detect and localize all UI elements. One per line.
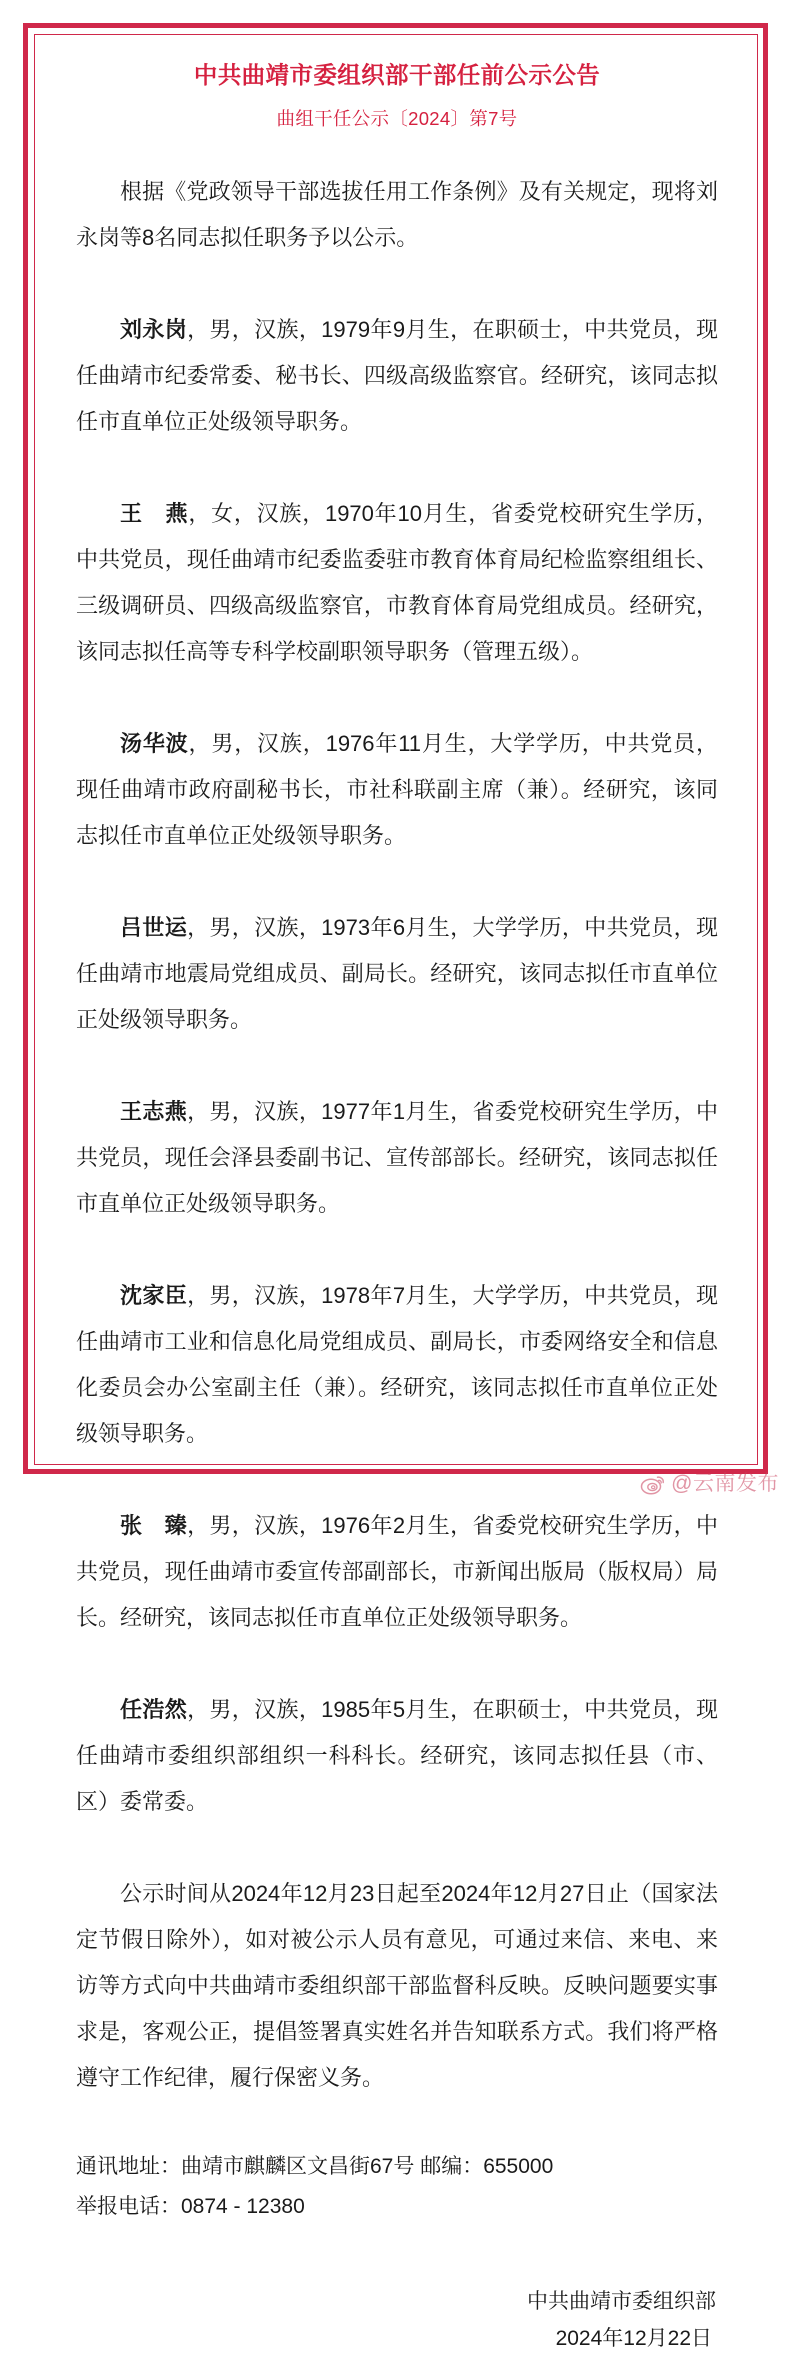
- person-details-5: ，男，汉族，1977年1月生，省委党校研究生学历，中共党员，现任会泽县委副书记、宣传部部长。经研究，该同志拟任市直单位正处级领导职务。: [76, 1099, 718, 1216]
- contact-address: 通讯地址：曲靖市麒麟区文昌街67号 邮编：655000: [76, 2155, 554, 2178]
- person-name-2-first: 王: [120, 501, 143, 526]
- person-entry-3: [76, 721, 718, 859]
- announcement-document: [76, 34, 718, 2357]
- person-name-7: [120, 1513, 187, 1538]
- person-entry-6: [76, 1273, 718, 1457]
- person-name-2: [120, 501, 188, 526]
- page-title: 中共曲靖市委组织部干部任前公示公告: [193, 62, 601, 88]
- person-entry-2: [76, 491, 718, 675]
- person-details-2: ，女，汉族，1970年10月生，省委党校研究生学历，中共党员，现任曲靖市纪委监委驻市教育体育局纪检监察组组长、三级调研员、四级高级监察官，市教育体育局党组成员。经研究，该同志拟任高等专科学校副职领导职务（管理五级）。: [76, 501, 718, 664]
- signature-block: [76, 2283, 718, 2357]
- person-details-4: ，男，汉族，1973年6月生，大学学历，中共党员，现任曲靖市地震局党组成员、副局长。经研究，该同志拟任市直单位正处级领导职务。: [76, 915, 718, 1032]
- contact-phone: 举报电话：0874 - 12380: [76, 2195, 305, 2218]
- person-entry-7: [76, 1503, 718, 1641]
- person-name-6: 沈家臣: [120, 1283, 188, 1308]
- person-entry-4: [76, 905, 718, 1043]
- person-name-2-last: 燕: [164, 501, 189, 526]
- contact-block: [76, 2147, 718, 2227]
- person-name-7-last: 臻: [164, 1513, 188, 1538]
- person-details-1: ，男，汉族，1979年9月生，在职硕士，中共党员，现任曲靖市纪委常委、秘书长、四级高级监察官。经研究，该同志拟任市直单位正处级领导职务。: [76, 317, 718, 434]
- person-name-7-first: 张: [120, 1513, 143, 1538]
- person-details-3: ，男，汉族，1976年11月生，大学学历，中共党员，现任曲靖市政府副秘书长，市社科联副主席（兼）。经研究，该同志拟任市直单位正处级领导职务。: [76, 731, 718, 848]
- person-details-7: ，男，汉族，1976年2月生，省委党校研究生学历，中共党员，现任曲靖市委宣传部副部长，市新闻出版局（版权局）局长。经研究，该同志拟任市直单位正处级领导职务。: [76, 1513, 718, 1630]
- person-details-8: ，男，汉族，1985年5月生，在职硕士，中共党员，现任曲靖市委组织部组织一科科长。经研究，该同志拟任县（市、区）委常委。: [76, 1697, 718, 1814]
- watermark-label: @云南发布: [671, 1471, 779, 1495]
- person-entry-1: [76, 307, 718, 445]
- person-entry-5: [76, 1089, 718, 1227]
- person-name-3: 汤华波: [120, 731, 189, 756]
- person-name-1: 刘永岗: [120, 317, 188, 342]
- person-name-8: 任浩然: [120, 1697, 188, 1722]
- person-name-5: 王志燕: [120, 1099, 188, 1124]
- signature-date: 2024年12月22日: [555, 2327, 712, 2350]
- person-name-4: 吕世运: [120, 915, 188, 940]
- person-entry-8: [76, 1687, 718, 1825]
- signature-issuer: 中共曲靖市委组织部: [527, 2290, 716, 2313]
- notice-period-paragraph: 公示时间从2024年12月23日起至2024年12月27日止（国家法定节假日除外），如对被公示人员有意见，可通过来信、来电、来访等方式向中共曲靖市委组织部干部监督科反映。反映问题要实事求是，客观公正，提倡签署真实姓名并告知联系方式。我们将严格遵守工作纪律，履行保密义务。: [76, 1881, 718, 2090]
- document-number: 曲组干任公示〔2024〕第7号: [276, 108, 518, 130]
- person-details-6: ，男，汉族，1978年7月生，大学学历，中共党员，现任曲靖市工业和信息化局党组成员、副局长，市委网络安全和信息化委员会办公室副主任（兼）。经研究，该同志拟任市直单位正处级领导职务。: [76, 1283, 718, 1446]
- intro-paragraph: 根据《党政领导干部选拔任用工作条例》及有关规定，现将刘永岗等8名同志拟任职务予以公示。: [76, 179, 718, 250]
